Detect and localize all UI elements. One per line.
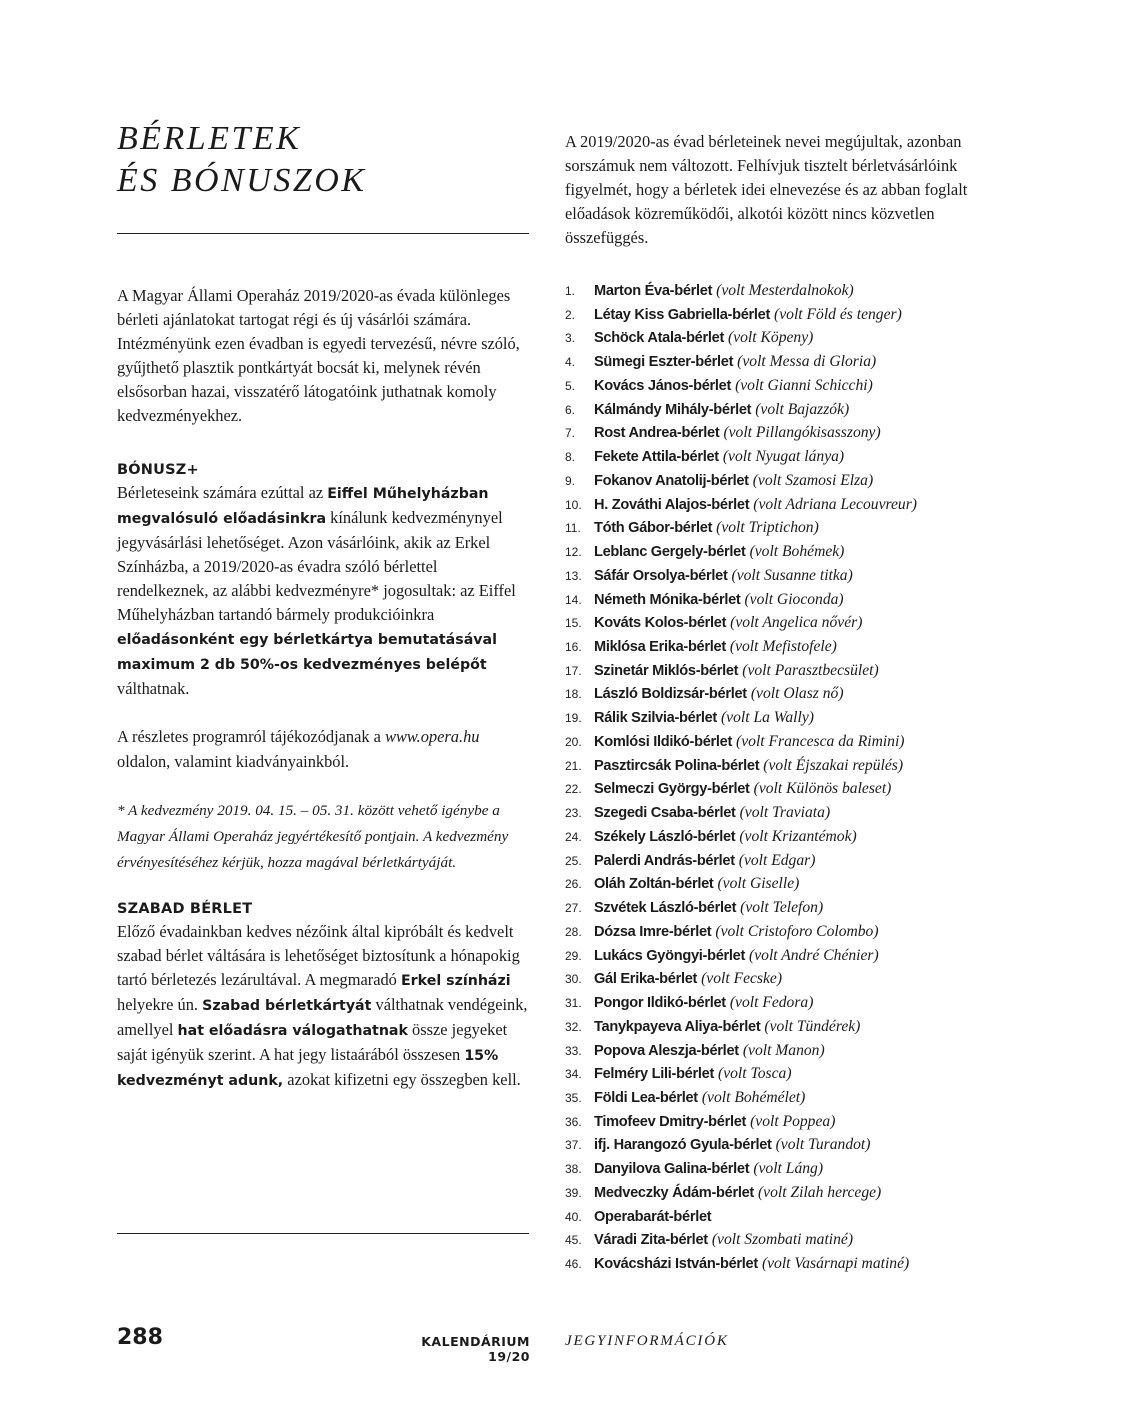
item-number: 23. (565, 806, 582, 821)
bonusz-heading: BÓNUSZ+ (117, 461, 199, 478)
item-name: Popova Aleszja-bérlet (594, 1042, 739, 1059)
item-number: 7. (565, 426, 576, 441)
item-number: 32. (565, 1019, 582, 1034)
item-name: László Boldizsár-bérlet (594, 686, 747, 703)
item-former-name: (volt Cristoforo Colombo) (715, 922, 879, 940)
item-name: Operabarát-bérlet (594, 1208, 712, 1225)
list-item (565, 730, 1005, 754)
item-number: 38. (565, 1162, 582, 1177)
list-item (565, 493, 1005, 517)
item-number: 17. (565, 663, 582, 678)
item-number: 14. (565, 592, 582, 607)
item-former-name: (volt Fecske) (701, 970, 783, 988)
item-number: 10. (565, 497, 582, 512)
item-name: Sáfár Orsolya-bérlet (594, 567, 728, 584)
list-item (565, 398, 1005, 422)
list-item (565, 1252, 1005, 1276)
item-number: 21. (565, 758, 582, 773)
item-name: Németh Mónika-bérlet (594, 591, 741, 608)
item-number: 31. (565, 996, 582, 1011)
list-item (565, 350, 1005, 374)
list-item (565, 516, 1005, 540)
item-name: Lukács Gyöngyi-bérlet (594, 947, 746, 964)
list-item (565, 374, 1005, 398)
item-number: 13. (565, 568, 582, 583)
bottom-divider (117, 1233, 529, 1234)
item-number: 5. (565, 378, 576, 393)
szabad-bold-3: hat előadásra válogathatnak (177, 1022, 408, 1039)
item-name: Schöck Atala-bérlet (594, 330, 725, 347)
item-former-name: (volt Francesca da Rimini) (736, 732, 905, 750)
item-former-name: (volt Bajazzók) (755, 400, 850, 418)
item-name: Gál Erika-bérlet (594, 971, 698, 988)
item-number: 24. (565, 829, 582, 844)
list-item (565, 777, 1005, 801)
item-former-name: (volt Mefistofele) (729, 638, 837, 656)
item-name: Danyilova Galina-bérlet (594, 1161, 750, 1178)
bonusz-text-1: Bérleteseink számára ezúttal az (117, 482, 328, 502)
item-name: Kovácsházi István-bérlet (594, 1256, 758, 1273)
item-former-name: (volt Bohémek) (749, 543, 845, 561)
item-former-name: (volt Olasz nő) (750, 685, 844, 703)
item-number: 15. (565, 616, 582, 631)
item-former-name: (volt Poppea) (750, 1112, 836, 1130)
item-number: 19. (565, 711, 582, 726)
szabad-text-2: helyekre ún. (117, 994, 203, 1014)
list-item (565, 611, 1005, 635)
item-former-name: (volt Zilah hercege) (757, 1183, 882, 1201)
list-item (565, 1086, 1005, 1110)
item-name: Felméry Lili-bérlet (594, 1066, 715, 1083)
item-name: Kovács János-bérlet (594, 377, 732, 394)
footnote: * A kedvezmény 2019. 04. 15. – 05. 31. között vehető igénybe a Magyar Állami Operaház jegyértékesítő pontjain. A kedvezmény érvényesítéséhez kérjük, hozza magával bérletkártyáját. (117, 801, 509, 871)
item-number: 39. (565, 1185, 582, 1200)
item-name: H. Zováthi Alajos-bérlet (594, 496, 750, 513)
item-name: Szegedi Csaba-bérlet (594, 805, 736, 822)
item-name: Palerdi András-bérlet (594, 852, 735, 869)
list-item (565, 564, 1005, 588)
list-item (565, 326, 1005, 350)
item-former-name: (volt Mesterdalnokok) (716, 282, 854, 299)
item-name: Szinetár Miklós-bérlet (594, 662, 739, 679)
item-former-name: (volt Angelica nővér) (730, 614, 863, 632)
list-item (565, 421, 1005, 445)
szabad-text-4: össze jegyeket saját igényük szerint. A hat jegy listaárából összesen (117, 1019, 508, 1065)
item-name: Selmeczi György-bérlet (594, 781, 750, 798)
list-item (565, 469, 1005, 493)
list-item (565, 801, 1005, 825)
item-number: 8. (565, 450, 576, 465)
item-name: Sümegi Eszter-bérlet (594, 354, 734, 371)
intro-paragraph: A Magyar Állami Operaház 2019/2020-as évada különleges bérleti ajánlatokat tartogat régi és új vásárlói számára. Intézményünk ezen évadban is egyedi tervezésű, névre szóló, gyűjthető plasztik pontkártyát bocsát ki, melynek révén elsősorban hazai, visszatérő látogatóink juthatnak komoly kedvezményekhez. (117, 286, 520, 426)
item-number: 22. (565, 782, 582, 797)
item-former-name: (volt Edgar) (738, 851, 816, 869)
item-name: Létay Kiss Gabriella-bérlet (594, 306, 771, 323)
berlet-list (565, 279, 1005, 1276)
item-former-name: (volt Nyugat lánya) (722, 448, 845, 466)
item-name: Szvétek László-bérlet (594, 900, 737, 917)
page-title-line-1: BÉRLETEK (117, 120, 302, 157)
item-number: 18. (565, 687, 582, 702)
list-item (565, 445, 1005, 469)
details-paragraph (117, 725, 529, 773)
item-former-name: (volt Triptichon) (716, 519, 819, 537)
item-number: 26. (565, 877, 582, 892)
bonusz-bold-1: Eiffel Műhelyházban megvalósuló előadásinkra (117, 485, 489, 527)
item-former-name: (volt Éjszakai repülés) (763, 756, 904, 774)
bonusz-text-3: válthatnak. (117, 679, 190, 699)
list-item (565, 279, 1005, 303)
item-name: Dózsa Imre-bérlet (594, 923, 712, 940)
item-former-name: (volt Szamosi Elza) (752, 471, 874, 489)
item-number: 28. (565, 924, 582, 939)
item-name: Miklósa Erika-bérlet (594, 639, 726, 656)
item-name: Kováts Kolos-bérlet (594, 615, 727, 632)
item-former-name: (volt Szombati matiné) (711, 1231, 854, 1249)
item-former-name: (volt Gianni Schicchi) (735, 376, 873, 394)
szabad-bold-2: Szabad bérletkártyát (202, 997, 372, 1014)
item-former-name: (volt Tündérek) (764, 1017, 861, 1035)
item-name: Váradi Zita-bérlet (594, 1232, 708, 1249)
item-number: 12. (565, 545, 582, 560)
item-name: Kálmándy Mihály-bérlet (594, 401, 752, 418)
item-number: 2. (565, 307, 576, 322)
item-number: 35. (565, 1090, 582, 1105)
item-name: Leblanc Gergely-bérlet (594, 544, 746, 561)
item-name: Timofeev Dmitry-bérlet (594, 1113, 747, 1130)
list-item (565, 991, 1005, 1015)
item-former-name: (volt La Wally) (720, 709, 814, 727)
item-former-name: (volt Krizantémok) (739, 827, 857, 845)
szabad-bold-4: 15% kedvezményt adunk, (117, 1048, 499, 1090)
list-item (565, 588, 1005, 612)
item-name: Tanykpayeva Aliya-bérlet (594, 1018, 761, 1035)
item-number: 45. (565, 1233, 582, 1248)
item-number: 46. (565, 1257, 582, 1272)
list-item (565, 682, 1005, 706)
item-number: 16. (565, 640, 582, 655)
item-name: Fokanov Anatolij-bérlet (594, 472, 749, 489)
item-former-name: (volt Giselle) (717, 875, 800, 893)
item-number: 11. (565, 521, 581, 536)
list-item (565, 849, 1005, 873)
details-text-post: oldalon, valamint kiadványainkból. (117, 751, 350, 771)
left-column (117, 284, 529, 1093)
szabad-text-1: Előző évadainkban kedves nézőink által kipróbált és kedvelt szabad bérlet váltására is lehetőséget biztosítunk a hónapokig tartó bérletezés lezárultával. A megmaradó (117, 921, 520, 989)
item-number: 30. (565, 972, 582, 987)
page-title-line-2: ÉS BÓNUSZOK (117, 162, 367, 199)
item-number: 20. (565, 734, 582, 749)
list-item (565, 1015, 1005, 1039)
item-former-name: (volt Traviata) (739, 804, 831, 822)
page-title (117, 118, 537, 202)
item-name: Földi Lea-bérlet (594, 1089, 698, 1106)
item-number: 3. (565, 331, 576, 346)
item-number: 9. (565, 473, 576, 488)
item-number: 37. (565, 1138, 582, 1153)
item-name: Komlósi Ildikó-bérlet (594, 733, 733, 750)
item-former-name: (volt Láng) (753, 1160, 824, 1178)
right-intro-paragraph: A 2019/2020-as évad bérleteinek nevei megújultak, azonban sorszámuk nem változott. Felhívjuk tisztelt bérletvásárlóink figyelmét, hogy a bérletek idei elnevezése és az abban foglalt előadások közreműködői, alkotói között nincs közvetlen összefüggés. (565, 132, 968, 248)
item-former-name: (volt Pillangókisasszony) (723, 424, 881, 442)
item-name: Oláh Zoltán-bérlet (594, 876, 714, 893)
item-number: 4. (565, 355, 576, 370)
item-former-name: (volt Köpeny) (728, 329, 814, 347)
list-item (565, 1133, 1005, 1157)
item-number: 25. (565, 853, 582, 868)
list-item (565, 659, 1005, 683)
item-name: Székely László-bérlet (594, 828, 736, 845)
item-former-name: (volt Parasztbecsület) (742, 661, 879, 679)
item-former-name: (volt Vasárnapi matiné) (761, 1255, 910, 1273)
szabad-text-3: válthatnak vendégeink, amellyel (117, 994, 528, 1039)
bonusz-bold-2: előadásonként egy bérletkártya bemutatásával maximum 2 db 50%-os kedvezményes belépőt (117, 632, 497, 674)
list-item (565, 540, 1005, 564)
bonusz-paragraph (117, 481, 529, 702)
item-number: 6. (565, 402, 576, 417)
list-item (565, 967, 1005, 991)
section-title: JEGYINFORMÁCIÓK (565, 1333, 729, 1349)
item-name: Rost Andrea-bérlet (594, 425, 720, 442)
item-number: 34. (565, 1067, 582, 1082)
list-item (565, 825, 1005, 849)
item-former-name: (volt Susanne titka) (731, 566, 853, 584)
list-item (565, 872, 1005, 896)
opera-website-link[interactable]: www.opera.hu (385, 727, 480, 747)
list-item (565, 1205, 1005, 1229)
item-number: 33. (565, 1043, 582, 1058)
item-number: 27. (565, 901, 582, 916)
item-former-name: (volt Adriana Lecouvreur) (753, 495, 917, 513)
list-item (565, 1110, 1005, 1134)
item-name: Tóth Gábor-bérlet (594, 520, 713, 537)
publication-title: KALENDÁRIUM 19/20 (421, 1334, 530, 1364)
item-former-name: (volt Telefon) (740, 899, 824, 917)
item-former-name: (volt Fedora) (729, 994, 814, 1012)
list-item (565, 1062, 1005, 1086)
list-item (565, 1228, 1005, 1252)
szabad-paragraph (117, 920, 529, 1094)
item-former-name: (volt Különös baleset) (753, 780, 892, 798)
item-former-name: (volt Manon) (742, 1041, 825, 1059)
item-number: 29. (565, 948, 582, 963)
details-text-pre: A részletes programról tájékozódjanak a (117, 727, 386, 747)
item-former-name: (volt Bohémélet) (701, 1088, 806, 1106)
item-number: 1. (565, 284, 576, 298)
item-name: Fekete Attila-bérlet (594, 449, 719, 466)
bonusz-text-2: kínálunk kedvezménynyel jegyvásárlási lehetőséget. Azon vásárlóink, akik az Erkel Színházba, a 2019/2020-as évadra szóló bérlettel rendelkeznek, az alábbi kedvezményre* jogosultak: az Eiffel Műhelyházban tartandó bármely produkcióinkra (117, 507, 516, 625)
item-former-name: (volt Messa di Gloria) (737, 353, 877, 371)
item-former-name: (volt André Chénier) (749, 946, 879, 964)
item-number: 36. (565, 1114, 582, 1129)
list-item (565, 706, 1005, 730)
list-item (565, 920, 1005, 944)
list-item (565, 1181, 1005, 1205)
szabad-heading: SZABAD BÉRLET (117, 900, 253, 917)
item-name: Pasztircsák Polina-bérlet (594, 757, 760, 774)
item-name: Marton Éva-bérlet (594, 283, 713, 299)
list-item (565, 303, 1005, 327)
item-name: ifj. Harangozó Gyula-bérlet (594, 1137, 772, 1154)
szabad-bold-1: Erkel színházi (400, 972, 511, 989)
item-number: 40. (565, 1209, 582, 1224)
list-item (565, 896, 1005, 920)
top-divider (117, 233, 529, 234)
item-former-name: (volt Turandot) (775, 1136, 871, 1154)
item-former-name: (volt Gioconda) (744, 590, 844, 608)
page-number: 288 (117, 1325, 163, 1350)
szabad-text-5: azokat kifizetni egy összegben kell. (283, 1070, 521, 1090)
item-name: Rálik Szilvia-bérlet (594, 710, 717, 727)
item-name: Medveczky Ádám-bérlet (594, 1184, 754, 1201)
item-former-name: (volt Tosca) (718, 1065, 792, 1083)
list-item (565, 1039, 1005, 1063)
item-name: Pongor Ildikó-bérlet (594, 995, 726, 1012)
item-former-name: (volt Föld és tenger) (774, 305, 902, 323)
list-item (565, 944, 1005, 968)
list-item (565, 635, 1005, 659)
list-item (565, 754, 1005, 778)
list-item (565, 1157, 1005, 1181)
